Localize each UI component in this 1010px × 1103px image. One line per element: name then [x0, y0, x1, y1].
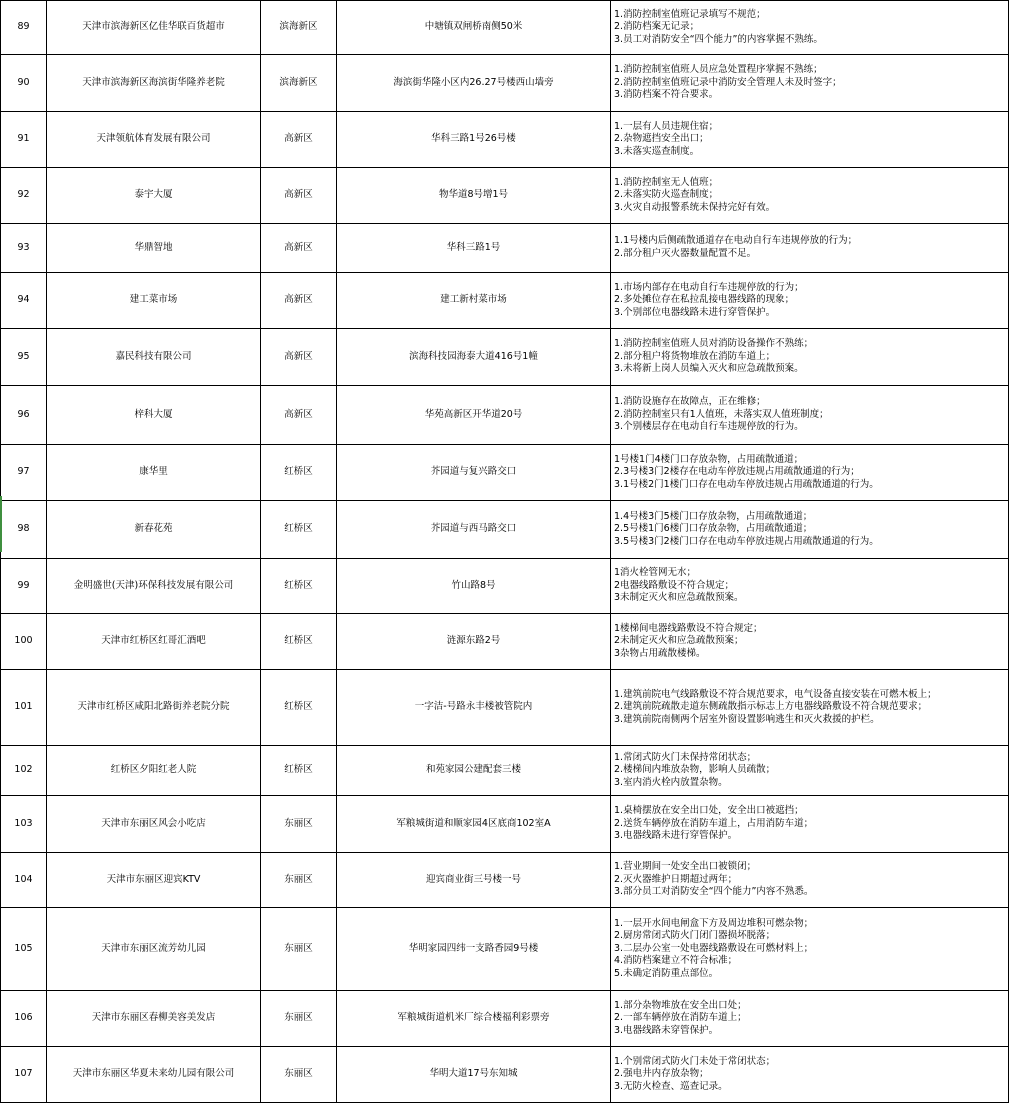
address-cell: 一字洁-号路永丰楼被管院内 [337, 670, 611, 746]
issue-line: 1.一层有人员违规住宿； [614, 120, 719, 132]
district-cell: 红桥区 [261, 445, 337, 501]
issues-cell [611, 224, 1009, 273]
table-row [1, 1047, 1009, 1103]
unit-name-cell: 天津市红桥区咸阳北路街养老院分院 [47, 670, 261, 746]
issue-line: 1.建筑前院电气线路敷设不符合规范要求，电气设备直接安装在可燃木板上； [614, 688, 937, 700]
address-cell: 涟源东路2号 [337, 614, 611, 670]
row-selection-marker [0, 496, 2, 552]
issue-line: 1楼梯间电器线路敷设不符合规定； [614, 622, 763, 634]
address-cell: 芥园道与复兴路交口 [337, 445, 611, 501]
address-cell: 华苑高新区开华道20号 [337, 386, 611, 445]
issue-line: 3.1号楼2门1楼门口存在电动车停放违规占用疏散通道的行为。 [614, 478, 879, 490]
table-row [1, 386, 1009, 445]
issue-line: 1.部分杂物堆放在安全出口处； [614, 999, 747, 1011]
issues-cell [611, 168, 1009, 224]
district-cell: 高新区 [261, 386, 337, 445]
issue-line: 1.营业期间一处安全出口被锁闭； [614, 861, 757, 873]
issue-line: 1.桌椅摆放在安全出口处，安全出口被遮挡； [614, 805, 804, 817]
issue-line: 3.未将新上岗人员编入灭火和应急疏散预案。 [614, 363, 804, 375]
table-row [1, 614, 1009, 670]
address-cell: 华明大道17号东知城 [337, 1047, 611, 1103]
issues-cell [611, 501, 1009, 559]
issue-line: 1.一层开水间电闸盒下方及周边堆积可燃杂物； [614, 917, 814, 929]
issue-line: 1.4号楼3门5楼门口存放杂物，占用疏散通道； [614, 510, 813, 522]
address-cell: 中塘镇双闸桥南侧50米 [337, 1, 611, 55]
unit-name-cell: 天津市滨海新区海滨街华隆养老院 [47, 55, 261, 112]
issues-cell [611, 112, 1009, 168]
issue-line: 3.电器线路未穿管保护。 [614, 1024, 719, 1036]
row-number-cell: 95 [1, 329, 47, 386]
issues-cell [611, 853, 1009, 908]
table-row [1, 991, 1009, 1047]
issue-line: 3.建筑前院南侧两个居室外窗设置影响逃生和灭火救援的护栏。 [614, 713, 880, 725]
issue-line: 1消火栓管网无水； [614, 567, 697, 579]
issue-line: 3.消防档案不符合要求。 [614, 89, 719, 101]
issue-line: 2.未落实防火巡查制度； [614, 189, 719, 201]
issue-line: 2.厨房常闭式防火门闭门器损坏脱落； [614, 930, 776, 942]
unit-name-cell: 天津领航体育发展有限公司 [47, 112, 261, 168]
address-cell: 华科三路1号26号楼 [337, 112, 611, 168]
table-row [1, 273, 1009, 329]
district-cell: 高新区 [261, 168, 337, 224]
table-row [1, 329, 1009, 386]
issue-line: 3.室内消火栓内放置杂物。 [614, 776, 728, 788]
issue-line: 2.3号楼3门2楼存在电动车停放违规占用疏散通道的行为； [614, 466, 860, 478]
issue-line: 3.电器线路未进行穿管保护。 [614, 830, 738, 842]
address-cell: 军粮城街道机米厂综合楼福利彩票旁 [337, 991, 611, 1047]
issue-line: 2未制定灭火和应急疏散预案； [614, 635, 744, 647]
issue-line: 3杂物占用疏散楼梯。 [614, 647, 706, 659]
address-cell: 华明家园四纬一支路香园9号楼 [337, 908, 611, 991]
issue-line: 2.部分租户将货物堆放在消防车道上； [614, 350, 776, 362]
address-cell: 滨海科技园海泰大道416号1幢 [337, 329, 611, 386]
district-cell: 东丽区 [261, 991, 337, 1047]
unit-name-cell: 天津市东丽区华夏未来幼儿园有限公司 [47, 1047, 261, 1103]
issues-cell [611, 614, 1009, 670]
address-cell: 芥园道与西马路交口 [337, 501, 611, 559]
district-cell: 东丽区 [261, 853, 337, 908]
unit-name-cell: 华鼎智地 [47, 224, 261, 273]
issue-line: 2.强电井内存放杂物； [614, 1068, 709, 1080]
issue-line: 1.个别常闭式防火门未处于常闭状态； [614, 1055, 776, 1067]
unit-name-cell: 天津市东丽区春柳美容美发店 [47, 991, 261, 1047]
row-number-cell: 107 [1, 1047, 47, 1103]
district-cell: 红桥区 [261, 670, 337, 746]
table-row [1, 112, 1009, 168]
issue-line: 3.部分员工对消防安全“四个能力”内容不熟悉。 [614, 886, 814, 898]
table-row [1, 224, 1009, 273]
address-cell: 迎宾商业街三号楼一号 [337, 853, 611, 908]
district-cell: 东丽区 [261, 796, 337, 853]
row-number-cell: 100 [1, 614, 47, 670]
issue-line: 1.常闭式防火门未保持常闭状态； [614, 751, 757, 763]
issues-cell [611, 386, 1009, 445]
issues-cell [611, 1, 1009, 55]
unit-name-cell: 天津市东丽区流芳幼儿园 [47, 908, 261, 991]
district-cell: 高新区 [261, 224, 337, 273]
row-number-cell: 99 [1, 559, 47, 614]
issues-cell [611, 796, 1009, 853]
district-cell: 东丽区 [261, 1047, 337, 1103]
row-number-cell: 94 [1, 273, 47, 329]
issue-line: 1.消防控制室值班人员对消防设备操作不熟练； [614, 338, 814, 350]
issue-line: 1.消防控制室值班记录填写不规范； [614, 8, 766, 20]
issue-line: 2.一部车辆停放在消防车道上； [614, 1012, 747, 1024]
issue-line: 2.5号楼1门6楼门口存放杂物，占用疏散通道； [614, 523, 813, 535]
district-cell: 高新区 [261, 329, 337, 386]
unit-name-cell: 康华里 [47, 445, 261, 501]
table-row [1, 908, 1009, 991]
issue-line: 3.无防火检查、巡查记录。 [614, 1080, 728, 1092]
unit-name-cell: 天津市东丽区风会小吃店 [47, 796, 261, 853]
row-number-cell: 106 [1, 991, 47, 1047]
issues-cell [611, 445, 1009, 501]
issue-line: 1.1号楼内后侧疏散通道存在电动自行车违规停放的行为； [614, 235, 858, 247]
unit-name-cell: 天津市东丽区迎宾KTV [47, 853, 261, 908]
row-number-cell: 104 [1, 853, 47, 908]
unit-name-cell: 泰宇大厦 [47, 168, 261, 224]
issue-line: 3未制定灭火和应急疏散预案。 [614, 592, 744, 604]
table-row [1, 670, 1009, 746]
row-number-cell: 90 [1, 55, 47, 112]
row-number-cell: 89 [1, 1, 47, 55]
table-row [1, 445, 1009, 501]
issues-cell [611, 746, 1009, 796]
table-row [1, 1, 1009, 55]
issue-line: 4.消防档案建立不符合标准； [614, 955, 738, 967]
issues-cell [611, 273, 1009, 329]
address-cell: 建工新村菜市场 [337, 273, 611, 329]
issue-line: 3.个别部位电器线路未进行穿管保护。 [614, 306, 776, 318]
row-number-cell: 96 [1, 386, 47, 445]
issue-line: 3.未落实巡查制度。 [614, 145, 700, 157]
unit-name-cell: 天津市红桥区红哥汇酒吧 [47, 614, 261, 670]
district-cell: 红桥区 [261, 614, 337, 670]
issue-line: 2.消防控制室值班记录中消防安全管理人未及时签字； [614, 76, 842, 88]
unit-name-cell: 天津市滨海新区亿佳华联百货超市 [47, 1, 261, 55]
issue-line: 2.消防档案无记录； [614, 21, 700, 33]
issue-line: 1.消防设施存在故障点，正在维修； [614, 396, 766, 408]
issue-line: 2.杂物遮挡安全出口； [614, 133, 709, 145]
issue-line: 2.部分租户灭火器数量配置不足。 [614, 248, 757, 259]
district-cell: 滨海新区 [261, 55, 337, 112]
district-cell: 高新区 [261, 112, 337, 168]
issues-cell [611, 329, 1009, 386]
address-cell: 军粮城街道和顺家园4区底商102室A [337, 796, 611, 853]
address-cell: 竹山路8号 [337, 559, 611, 614]
issue-line: 3.火灾自动报警系统未保持完好有效。 [614, 201, 776, 213]
issue-line: 1.消防控制室值班人员应急处置程序掌握不熟练； [614, 64, 823, 76]
address-cell: 华科三路1号 [337, 224, 611, 273]
unit-name-cell: 红桥区夕阳红老人院 [47, 746, 261, 796]
address-cell: 物华道8号增1号 [337, 168, 611, 224]
issues-cell [611, 670, 1009, 746]
table-row [1, 796, 1009, 853]
issue-line: 2.送货车辆停放在消防车道上，占用消防车道； [614, 817, 814, 829]
table-body [1, 1, 1009, 1103]
issues-cell [611, 991, 1009, 1047]
row-number-cell: 92 [1, 168, 47, 224]
issues-cell [611, 908, 1009, 991]
unit-name-cell: 嘉民科技有限公司 [47, 329, 261, 386]
address-cell: 和苑家园公建配套三楼 [337, 746, 611, 796]
row-number-cell: 101 [1, 670, 47, 746]
row-number-cell: 102 [1, 746, 47, 796]
district-cell: 滨海新区 [261, 1, 337, 55]
issue-line: 2.楼梯间内堆放杂物，影响人员疏散； [614, 764, 776, 776]
issue-line: 3.员工对消防安全“四个能力”的内容掌握不熟练。 [614, 33, 823, 45]
unit-name-cell: 梓科大厦 [47, 386, 261, 445]
unit-name-cell: 金明盛世(天津)环保科技发展有限公司 [47, 559, 261, 614]
issue-line: 1.市场内部存在电动自行车违规停放的行为； [614, 281, 804, 293]
issues-cell [611, 559, 1009, 614]
row-number-cell: 93 [1, 224, 47, 273]
table-row [1, 168, 1009, 224]
issue-line: 2.多处摊位存在私拉乱接电器线路的现象； [614, 294, 795, 306]
issue-line: 2.建筑前院疏散走道东侧疏散指示标志上方电器线路敷设不符合规范要求； [614, 701, 928, 713]
district-cell: 红桥区 [261, 746, 337, 796]
table-row [1, 55, 1009, 112]
district-cell: 高新区 [261, 273, 337, 329]
issue-line: 3.二层办公室一处电器线路敷设在可燃材料上； [614, 942, 814, 954]
issue-line: 5.未确定消防重点部位。 [614, 967, 719, 979]
table-row [1, 853, 1009, 908]
row-number-cell: 103 [1, 796, 47, 853]
table-row [1, 559, 1009, 614]
district-cell: 红桥区 [261, 501, 337, 559]
table-row [1, 501, 1009, 559]
issue-line: 2电器线路敷设不符合规定； [614, 579, 735, 591]
address-cell: 海滨街华隆小区内26.27号楼西山墙旁 [337, 55, 611, 112]
table-row [1, 746, 1009, 796]
issue-line: 2.消防控制室只有1人值班，未落实双人值班制度； [614, 408, 829, 420]
issue-line: 2.灭火器维护日期超过两年； [614, 873, 738, 885]
unit-name-cell: 建工菜市场 [47, 273, 261, 329]
issue-line: 1号楼1门4楼门口存放杂物，占用疏散通道； [614, 453, 804, 465]
row-number-cell: 97 [1, 445, 47, 501]
issue-line: 1.消防控制室无人值班； [614, 176, 719, 188]
row-number-cell: 105 [1, 908, 47, 991]
row-number-cell: 98 [1, 501, 47, 559]
district-cell: 红桥区 [261, 559, 337, 614]
district-cell: 东丽区 [261, 908, 337, 991]
issue-line: 3.个别楼层存在电动自行车违规停放的行为。 [614, 421, 804, 433]
issue-line: 3.5号楼3门2楼门口存在电动车停放违规占用疏散通道的行为。 [614, 535, 879, 547]
row-number-cell: 91 [1, 112, 47, 168]
unit-name-cell: 新春花苑 [47, 501, 261, 559]
issues-cell [611, 1047, 1009, 1103]
issues-cell [611, 55, 1009, 112]
